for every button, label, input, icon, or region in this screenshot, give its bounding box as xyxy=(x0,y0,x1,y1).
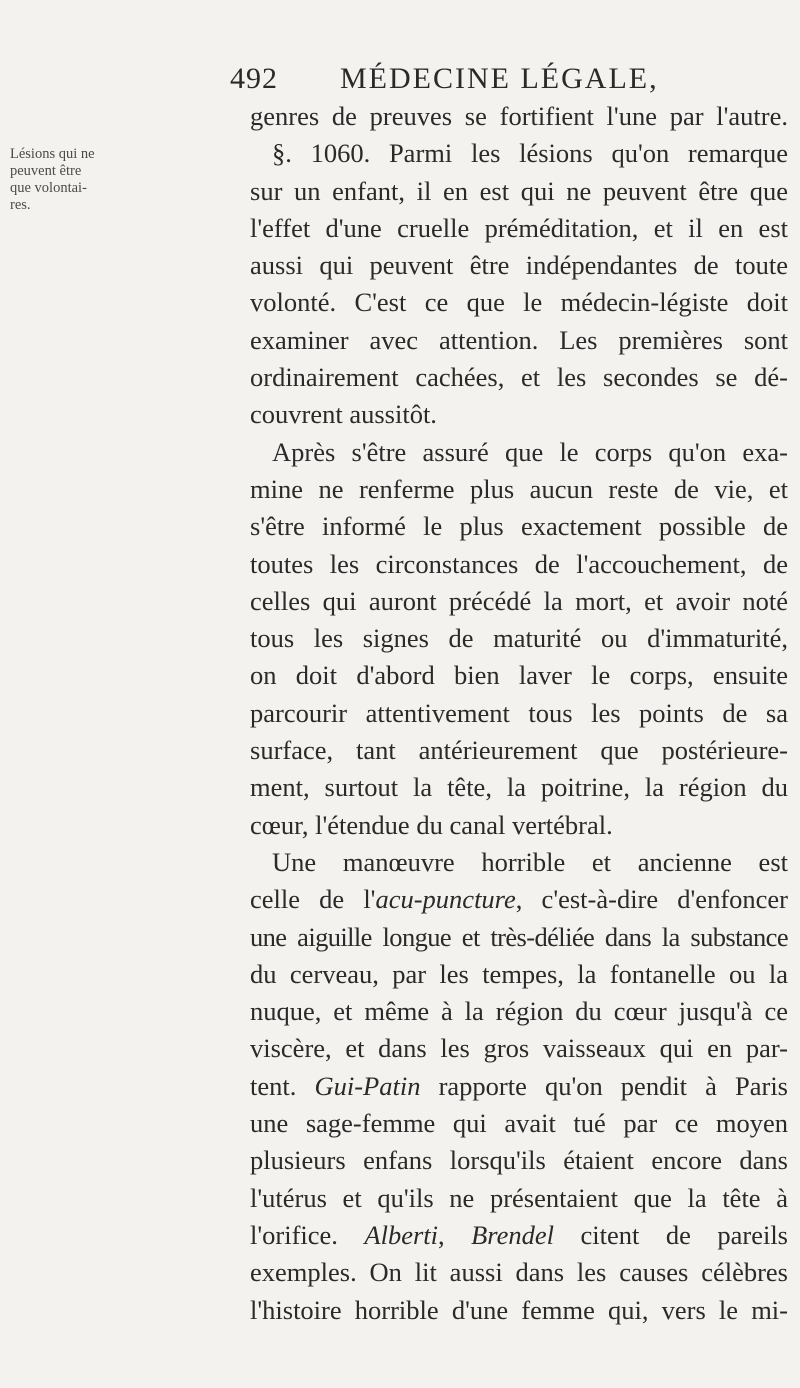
text-line xyxy=(250,881,788,918)
italic-term: acu-puncture xyxy=(375,884,516,915)
text-line: viscère, et dans les gros vaisseaux qui en par- xyxy=(250,1033,788,1064)
text-line: Après s'être assuré que le corps qu'on exa- xyxy=(272,436,788,467)
text-line: Une manœuvre horrible et ancienne est xyxy=(272,846,788,877)
text-line xyxy=(250,1068,788,1105)
text-line: l'utérus et qu'ils ne présentaient que la tête à xyxy=(250,1182,788,1213)
text-run: , c'est-à-dire d'enfoncer xyxy=(515,884,788,915)
text-run: citent de pareils xyxy=(554,1219,788,1250)
text-line: l'histoire horrible d'une femme qui, vers le mi- xyxy=(250,1294,788,1325)
italic-author: Alberti xyxy=(364,1219,439,1250)
margin-note-line: res. xyxy=(10,197,31,213)
text-run: rapporte qu'on pendit à Paris xyxy=(420,1070,788,1101)
text-line: genres de preuves se fortifient l'une par l'autre. xyxy=(250,101,788,131)
text-line: aussi qui peuvent être indépendantes de toute xyxy=(250,250,788,281)
text-line: surface, tant antérieurement que postérieure- xyxy=(250,735,788,766)
text-line: une aiguille longue et très-déliée dans la substance xyxy=(250,921,788,952)
text-line: nuque, et même à la région du cœur jusqu'à ce xyxy=(250,996,788,1027)
text-line: toutes les circonstances de l'accouchement, de xyxy=(250,548,788,579)
text-line: plusieurs enfans lorsqu'ils étaient encore dans xyxy=(250,1145,788,1176)
text-run: , xyxy=(438,1219,472,1250)
running-title: MÉDECINE LÉGALE, xyxy=(340,62,659,95)
margin-note-line: Lésions qui ne xyxy=(10,146,95,162)
text-line: du cerveau, par les tempes, la fontanelle ou la xyxy=(250,958,788,989)
page-number: 492 xyxy=(230,62,278,95)
text-run: tent. xyxy=(250,1070,315,1101)
text-line: sur un enfant, il en est qui ne peuvent être que xyxy=(250,175,788,206)
text-line: mine ne renferme plus aucun reste de vie, et xyxy=(250,473,788,504)
text-line: parcourir attentivement tous les points de sa xyxy=(250,697,788,728)
text-line xyxy=(250,1217,788,1254)
text-line: l'effet d'une cruelle préméditation, et il en est xyxy=(250,212,788,243)
text-line: examiner avec attention. Les premières sont xyxy=(250,324,788,355)
text-line: couvrent aussitôt. xyxy=(250,399,437,430)
text-line: tous les signes de maturité ou d'immaturité, xyxy=(250,623,788,654)
text-line: ment, surtout la tête, la poitrine, la région du xyxy=(250,772,788,803)
text-line: cœur, l'étendue du canal vertébral. xyxy=(250,809,613,840)
margin-note xyxy=(10,146,106,214)
italic-author: Brendel xyxy=(471,1219,555,1250)
text-line: volonté. C'est ce que le médecin-légiste doit xyxy=(250,287,788,318)
italic-author: Gui-Patin xyxy=(314,1070,421,1101)
text-line: §. 1060. Parmi les lésions qu'on remarque xyxy=(272,138,788,169)
margin-note-line: peuvent être xyxy=(10,163,82,179)
text-run: l'orifice. xyxy=(250,1219,365,1250)
text-line: s'être informé le plus exactement possible de xyxy=(250,511,788,542)
text-line: une sage-femme qui avait tué par ce moyen xyxy=(250,1108,788,1139)
text-line: celles qui auront précédé la mort, et avoir noté xyxy=(250,585,788,616)
page-header xyxy=(230,62,770,102)
body-text xyxy=(250,98,788,1329)
text-line: ordinairement cachées, et les secondes se dé- xyxy=(250,362,788,393)
text-line: exemples. On lit aussi dans les causes célèbres xyxy=(250,1257,788,1288)
margin-note-line: que volontai- xyxy=(10,180,87,196)
text-run: celle de l' xyxy=(250,884,376,915)
text-line: on doit d'abord bien laver le corps, ensuite xyxy=(250,660,788,691)
